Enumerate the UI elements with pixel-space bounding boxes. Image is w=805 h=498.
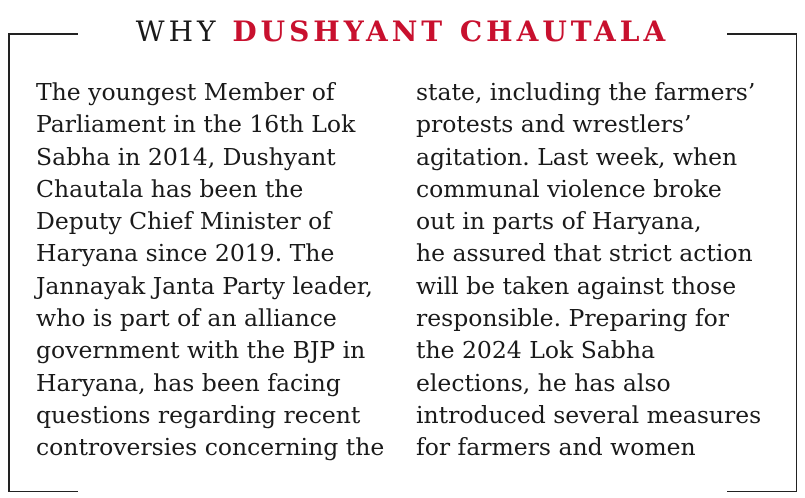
text-column-left [36,76,396,464]
box-title [0,10,805,54]
text-line: protests and wrestlers’ [416,110,692,139]
text-column-right [416,76,786,464]
text-line: state, including the farmers’ [416,78,756,106]
text-line: Haryana, has been facing [36,368,341,397]
text-line: elections, he has also [416,368,671,397]
frame-left-rule [8,33,10,492]
text-line: government with the BJP in [36,336,366,365]
frame-right-rule [796,33,798,492]
text-line: introduced several measures [416,400,762,429]
text-line: Haryana since 2019. The [36,239,335,268]
frame-bottom-left-rule [8,491,78,493]
text-line: communal violence broke [416,174,722,203]
text-line: Sabha in 2014, Dushyant [36,142,336,171]
text-line: responsible. Preparing for [416,304,729,333]
title-prefix: WHY [135,15,220,48]
text-line: Jannayak Janta Party leader, [36,271,373,300]
text-line: will be taken against those [416,271,737,300]
text-line: the 2024 Lok Sabha [416,336,655,365]
text-line: who is part of an alliance [36,304,337,333]
text-line: agitation. Last week, when [416,142,738,171]
text-line: The youngest Member of [36,78,335,106]
title-name: DUSHYANT CHAUTALA [232,15,670,48]
text-line: Deputy Chief Minister of [36,207,332,236]
text-line: Chautala has been the [36,174,304,203]
text-line: he assured that strict action [416,239,753,268]
text-line: Parliament in the 16th Lok [36,110,356,139]
text-line: questions regarding recent [36,400,361,429]
text-line: for farmers and women [416,433,696,462]
text-line: controversies concerning the [36,433,385,462]
frame-bottom-right-rule [727,491,797,493]
text-line: out in parts of Haryana, [416,207,702,236]
